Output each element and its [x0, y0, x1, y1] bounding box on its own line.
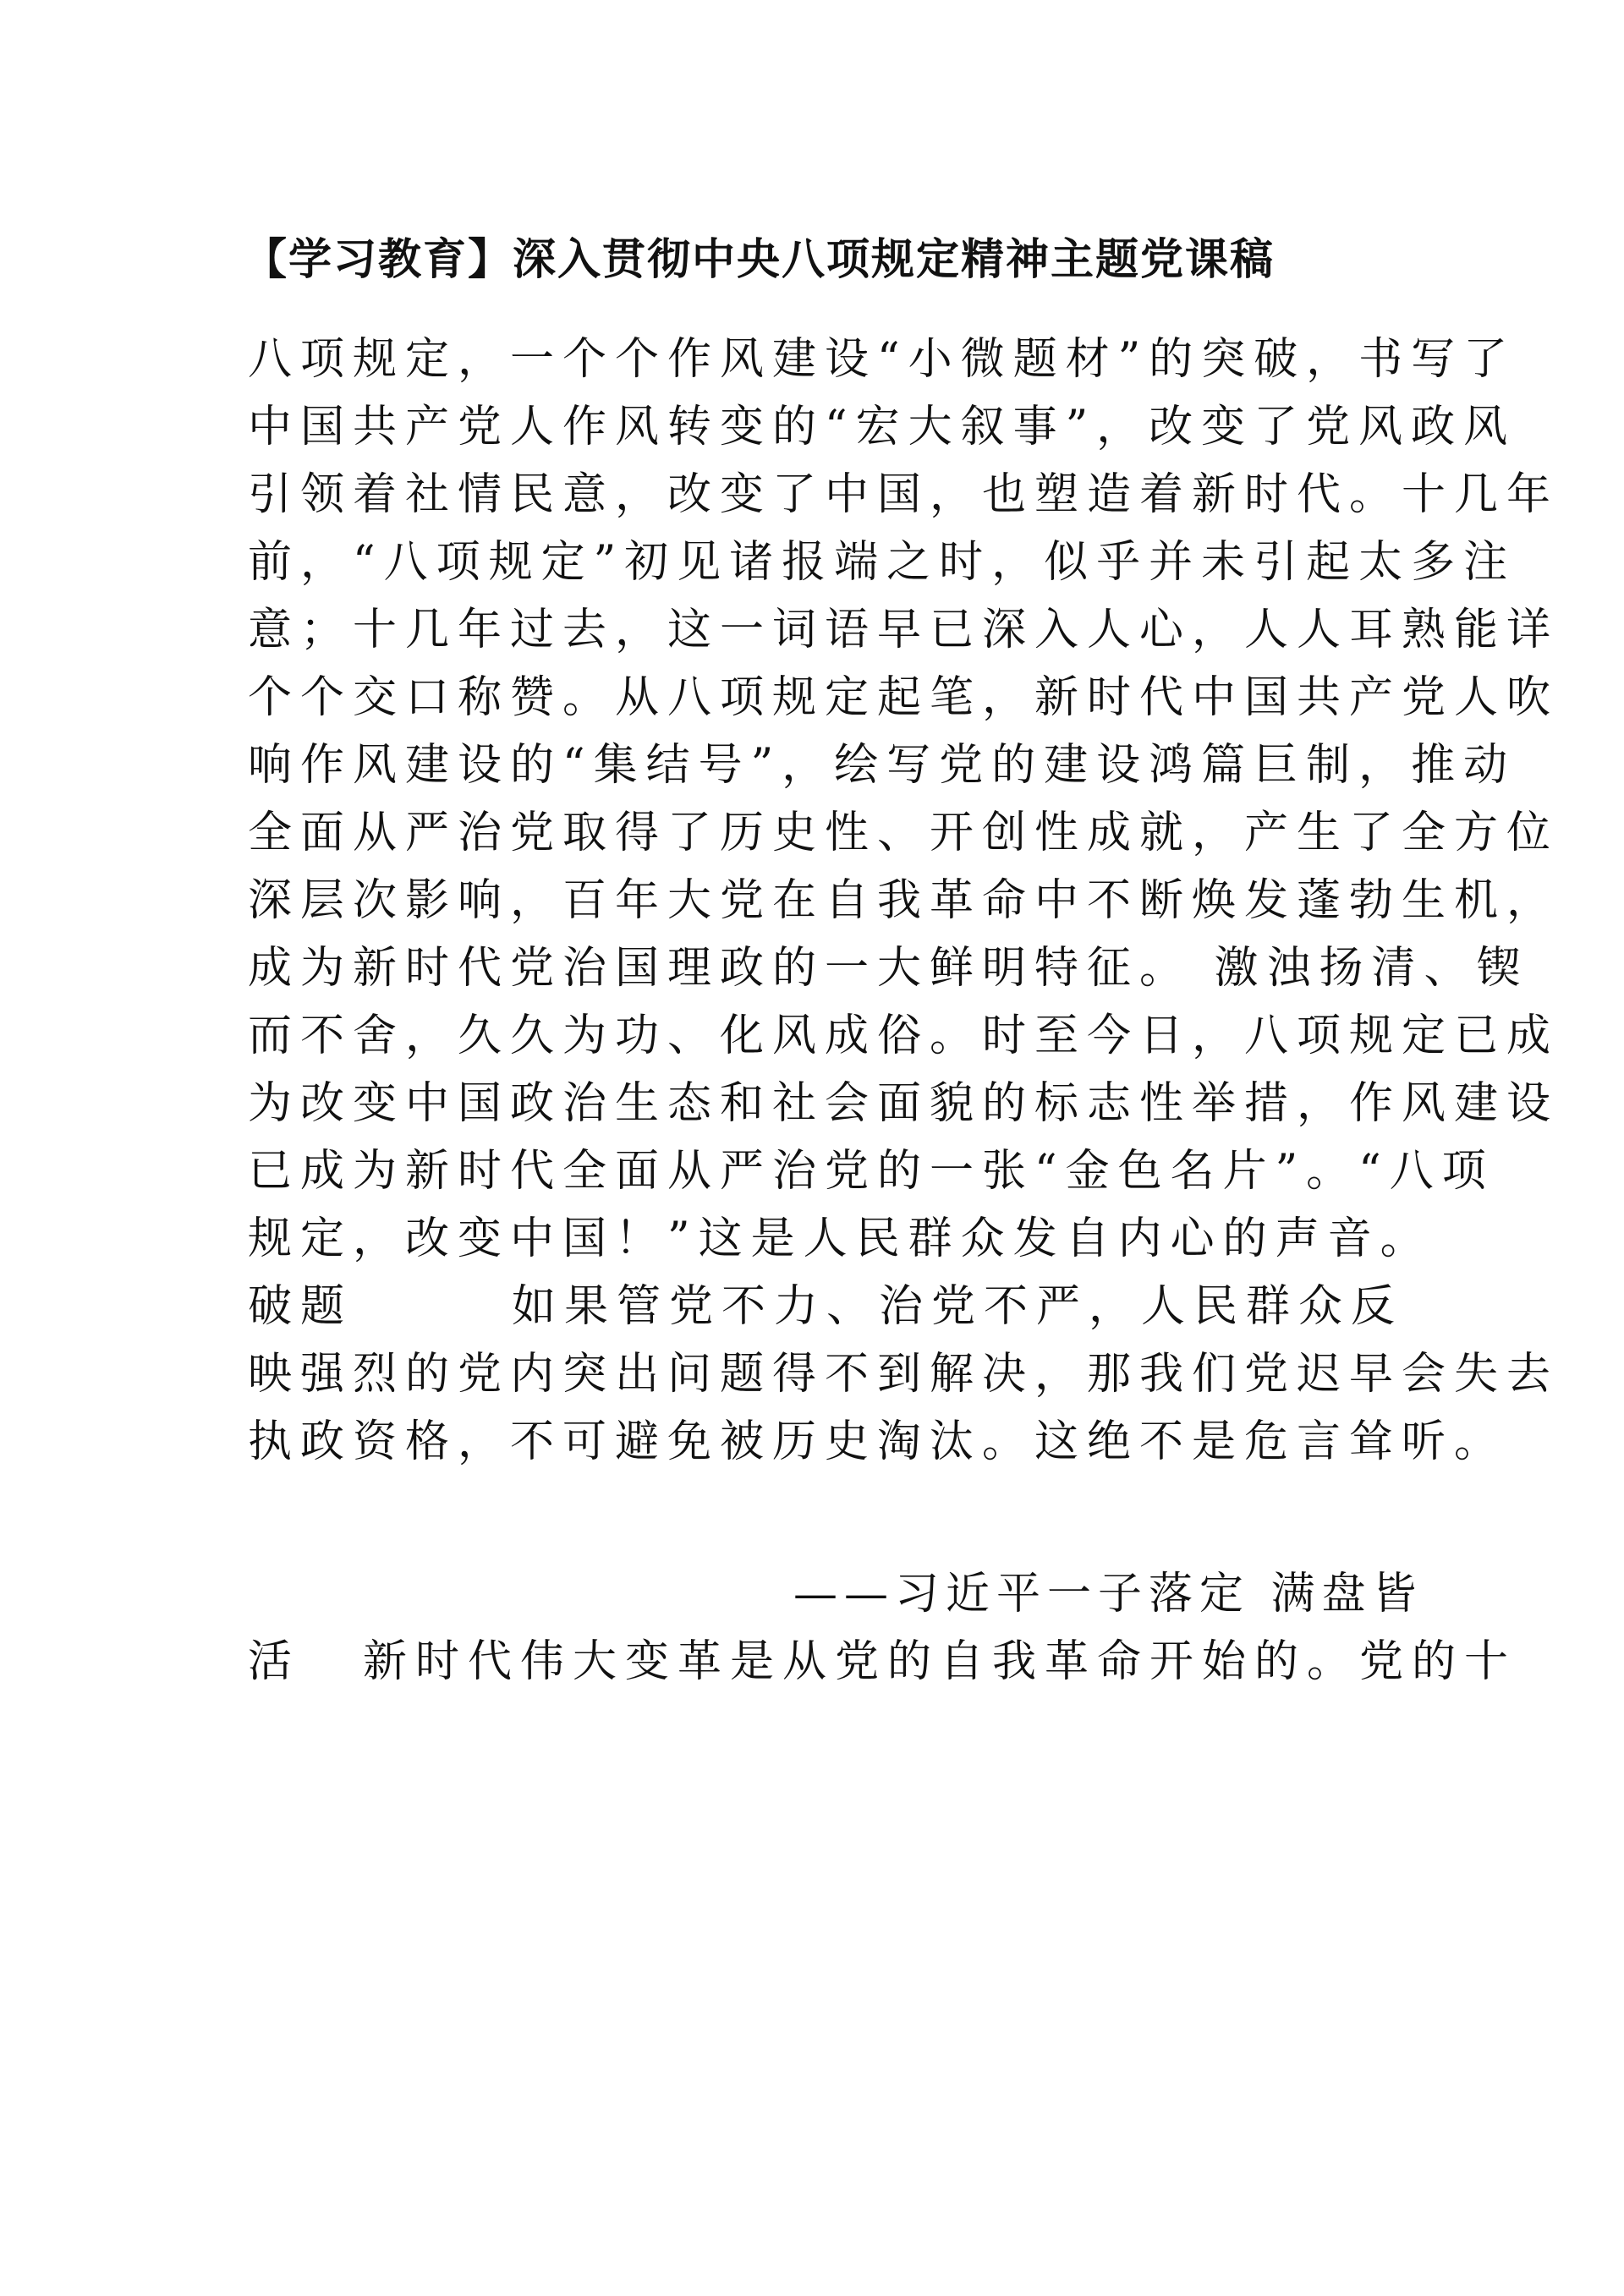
paragraph-line: 意；十几年过去，这一词语早已深入人心，人人耳熟能详 — [248, 605, 1560, 655]
section-first-text: 如果管党不力、治党不严，人民群众反 — [512, 1281, 1404, 1332]
paragraph-line: 为改变中国政治生态和社会面貌的标志性举措，作风建设 — [248, 1078, 1560, 1129]
section-first-line — [248, 1273, 1404, 1340]
paragraph-line: 响作风建设的“集结号”，绘写党的建设鸿篇巨制，推动 — [248, 740, 1517, 791]
section-label: 破题 — [248, 1281, 354, 1332]
quote-source: ——习近平一子落定 满盘皆 — [793, 1569, 1424, 1619]
paragraph-line: 规定，改变中国！”这是人民群众发自内心的声音。 — [248, 1214, 1433, 1264]
paragraph-line: 映强烈的党内突出问题得不到解决，那我们党迟早会失去 — [248, 1349, 1560, 1400]
paragraph-line: 执政资格，不可避免被历史淘汰。这绝不是危言耸听。 — [248, 1417, 1507, 1467]
paragraph-line: 八项规定，一个个作风建设“小微题材”的突破，书写了 — [248, 334, 1517, 385]
paragraph-line: 成为新时代党治国理政的一大鲜明特征。 激浊扬清、锲 — [248, 943, 1529, 994]
paragraph-line: 中国共产党人作风转变的“宏大叙事”，改变了党风政风 — [248, 402, 1517, 452]
paragraph-line: 全面从严治党取得了历史性、开创性成就，产生了全方位 — [248, 808, 1560, 858]
last-line — [248, 1628, 1517, 1696]
paragraph-line: 前，“八项规定”初见诸报端之时，似乎并未引起太多注 — [248, 537, 1517, 588]
paragraph-line: 而不舍，久久为功、化风成俗。时至今日，八项规定已成 — [248, 1011, 1560, 1061]
paragraph-line: 个个交口称赞。从八项规定起笔，新时代中国共产党人吹 — [248, 672, 1560, 723]
paragraph-line: 引领着社情民意，改变了中国，也塑造着新时代。十几年 — [248, 469, 1560, 520]
last-line-start: 活 — [248, 1636, 301, 1687]
paragraph-line: 深层次影响，百年大党在自我革命中不断焕发蓬勃生机， — [248, 875, 1560, 926]
document-title: 【学习教育】深入贯彻中央八项规定精神主题党课稿 — [244, 235, 1276, 285]
paragraph-line: 已成为新时代全面从严治党的一张“金色名片”。“八项 — [248, 1146, 1495, 1197]
last-line-rest: 新时代伟大变革是从党的自我革命开始的。党的十 — [363, 1636, 1517, 1687]
